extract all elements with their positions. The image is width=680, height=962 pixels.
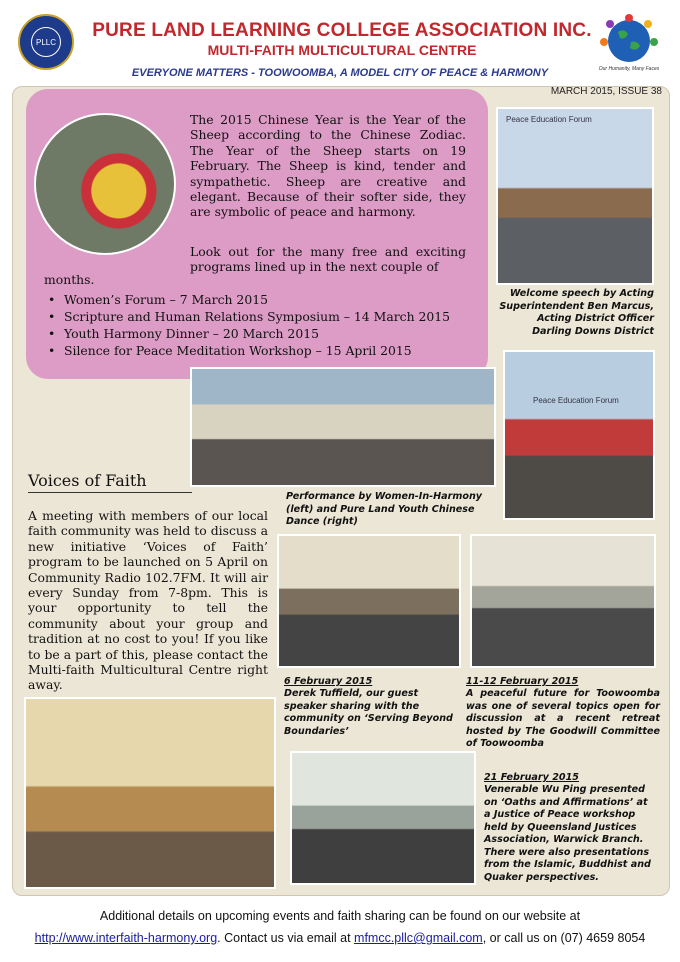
lion-dance-photo — [34, 113, 176, 255]
tagline: EVERYONE MATTERS - TOOWOOMBA, A MODEL CITY OF PEACE & HARMONY — [131, 67, 549, 79]
globe-logo-text: Our Humanity, Many Faces — [598, 66, 660, 72]
feb6-caption: Derek Tuffield, our guest speaker sharing with the community on ‘Serving Beyond Boundaries’ — [284, 688, 453, 737]
jp-workshop-photo — [290, 751, 476, 885]
email-link[interactable]: mfmcc.pllc@gmail.com — [354, 931, 483, 945]
voices-underline — [28, 492, 192, 493]
page-title: PURE LAND LEARNING COLLEGE ASSOCIATION INC. — [92, 20, 592, 41]
intro-months: months. — [44, 272, 95, 287]
list-item: • Youth Harmony Dinner – 20 March 2015 — [48, 325, 450, 342]
feb11-date: 11-12 February 2015 — [466, 676, 579, 687]
feb11-caption: A peaceful future for Toowoomba was one of several topics open for discussion at a recent retreat hosted by The Goodwill Committee of Toowoomba — [466, 688, 660, 749]
retreat-photo — [470, 534, 656, 668]
program-list — [48, 291, 450, 359]
voices-title: Voices of Faith — [28, 471, 147, 490]
globe-logo — [598, 12, 660, 74]
page-subtitle: MULTI-FAITH MULTICULTURAL CENTRE — [207, 42, 477, 58]
footer-text: Additional details on upcoming events and faith sharing can be found on our website at — [99, 909, 581, 923]
women-in-harmony-photo — [190, 367, 496, 487]
issue-label: MARCH 2015, ISSUE 38 — [550, 86, 662, 97]
list-item: • Silence for Peace Meditation Workshop – 15 April 2015 — [48, 342, 450, 359]
contact-text: . Contact us via email at — [217, 931, 355, 945]
college-logo — [18, 14, 74, 70]
voices-body: A meeting with members of our local faith community was held to discuss a new initiative ‘Voices of Faith’ program to be launched on 5 April on Community Radio 102.7FM. It will air every Sunday from 7-8pm. This is your opportunity to tell the community about your group and tradition at no cost to you! If you like to be a part of this, please contact the Multi-faith Multicultural Centre right away. — [28, 508, 268, 693]
feb6-date: 6 February 2015 — [284, 676, 373, 687]
footer-contact — [0, 931, 680, 945]
voices-meeting-photo — [24, 697, 276, 889]
list-item: • Women’s Forum – 7 March 2015 — [48, 291, 450, 308]
website-link[interactable]: http://www.interfaith-harmony.org — [34, 931, 218, 945]
banner-text: Peace Education Forum — [506, 115, 592, 124]
banner-text: Peace Education Forum — [533, 396, 619, 405]
feb21-caption: Venerable Wu Ping presented on ‘Oaths and Affirmations’ at a Justice of Peace workshop held by Queensland Justices Association, Warwick Branch. There were also presentations from the Islamic, Buddhist and Quaker perspectives. — [484, 784, 651, 883]
list-item: • Scripture and Human Relations Symposium – 14 March 2015 — [48, 308, 450, 325]
college-logo-mark: PLLC — [31, 27, 61, 57]
performance-caption: Performance by Women-In-Harmony (left) and Pure Land Youth Chinese Dance (right) — [286, 491, 483, 527]
feb21-date: 21 February 2015 — [484, 772, 579, 783]
welcome-speech-photo — [496, 107, 654, 285]
guest-speaker-photo — [277, 534, 461, 668]
intro-paragraph-2: Look out for the many free and exciting programs lined up in the next couple of — [190, 244, 466, 275]
youth-dance-photo — [503, 350, 655, 520]
phone-text: , or call us on (07) 4659 8054 — [482, 931, 646, 945]
intro-paragraph-1: The 2015 Chinese Year is the Year of the Sheep according to the Chinese Zodiac. The Year of the Sheep starts on 19 February. The Sheep is kind, tender and sympathetic. Sheep are creative and elegant. Because of their softer side, they are symbolic of peace and harmony. — [190, 112, 466, 220]
welcome-caption: Welcome speech by Acting Superintendent Ben Marcus, Acting District Officer Darling Downs District — [499, 288, 654, 337]
